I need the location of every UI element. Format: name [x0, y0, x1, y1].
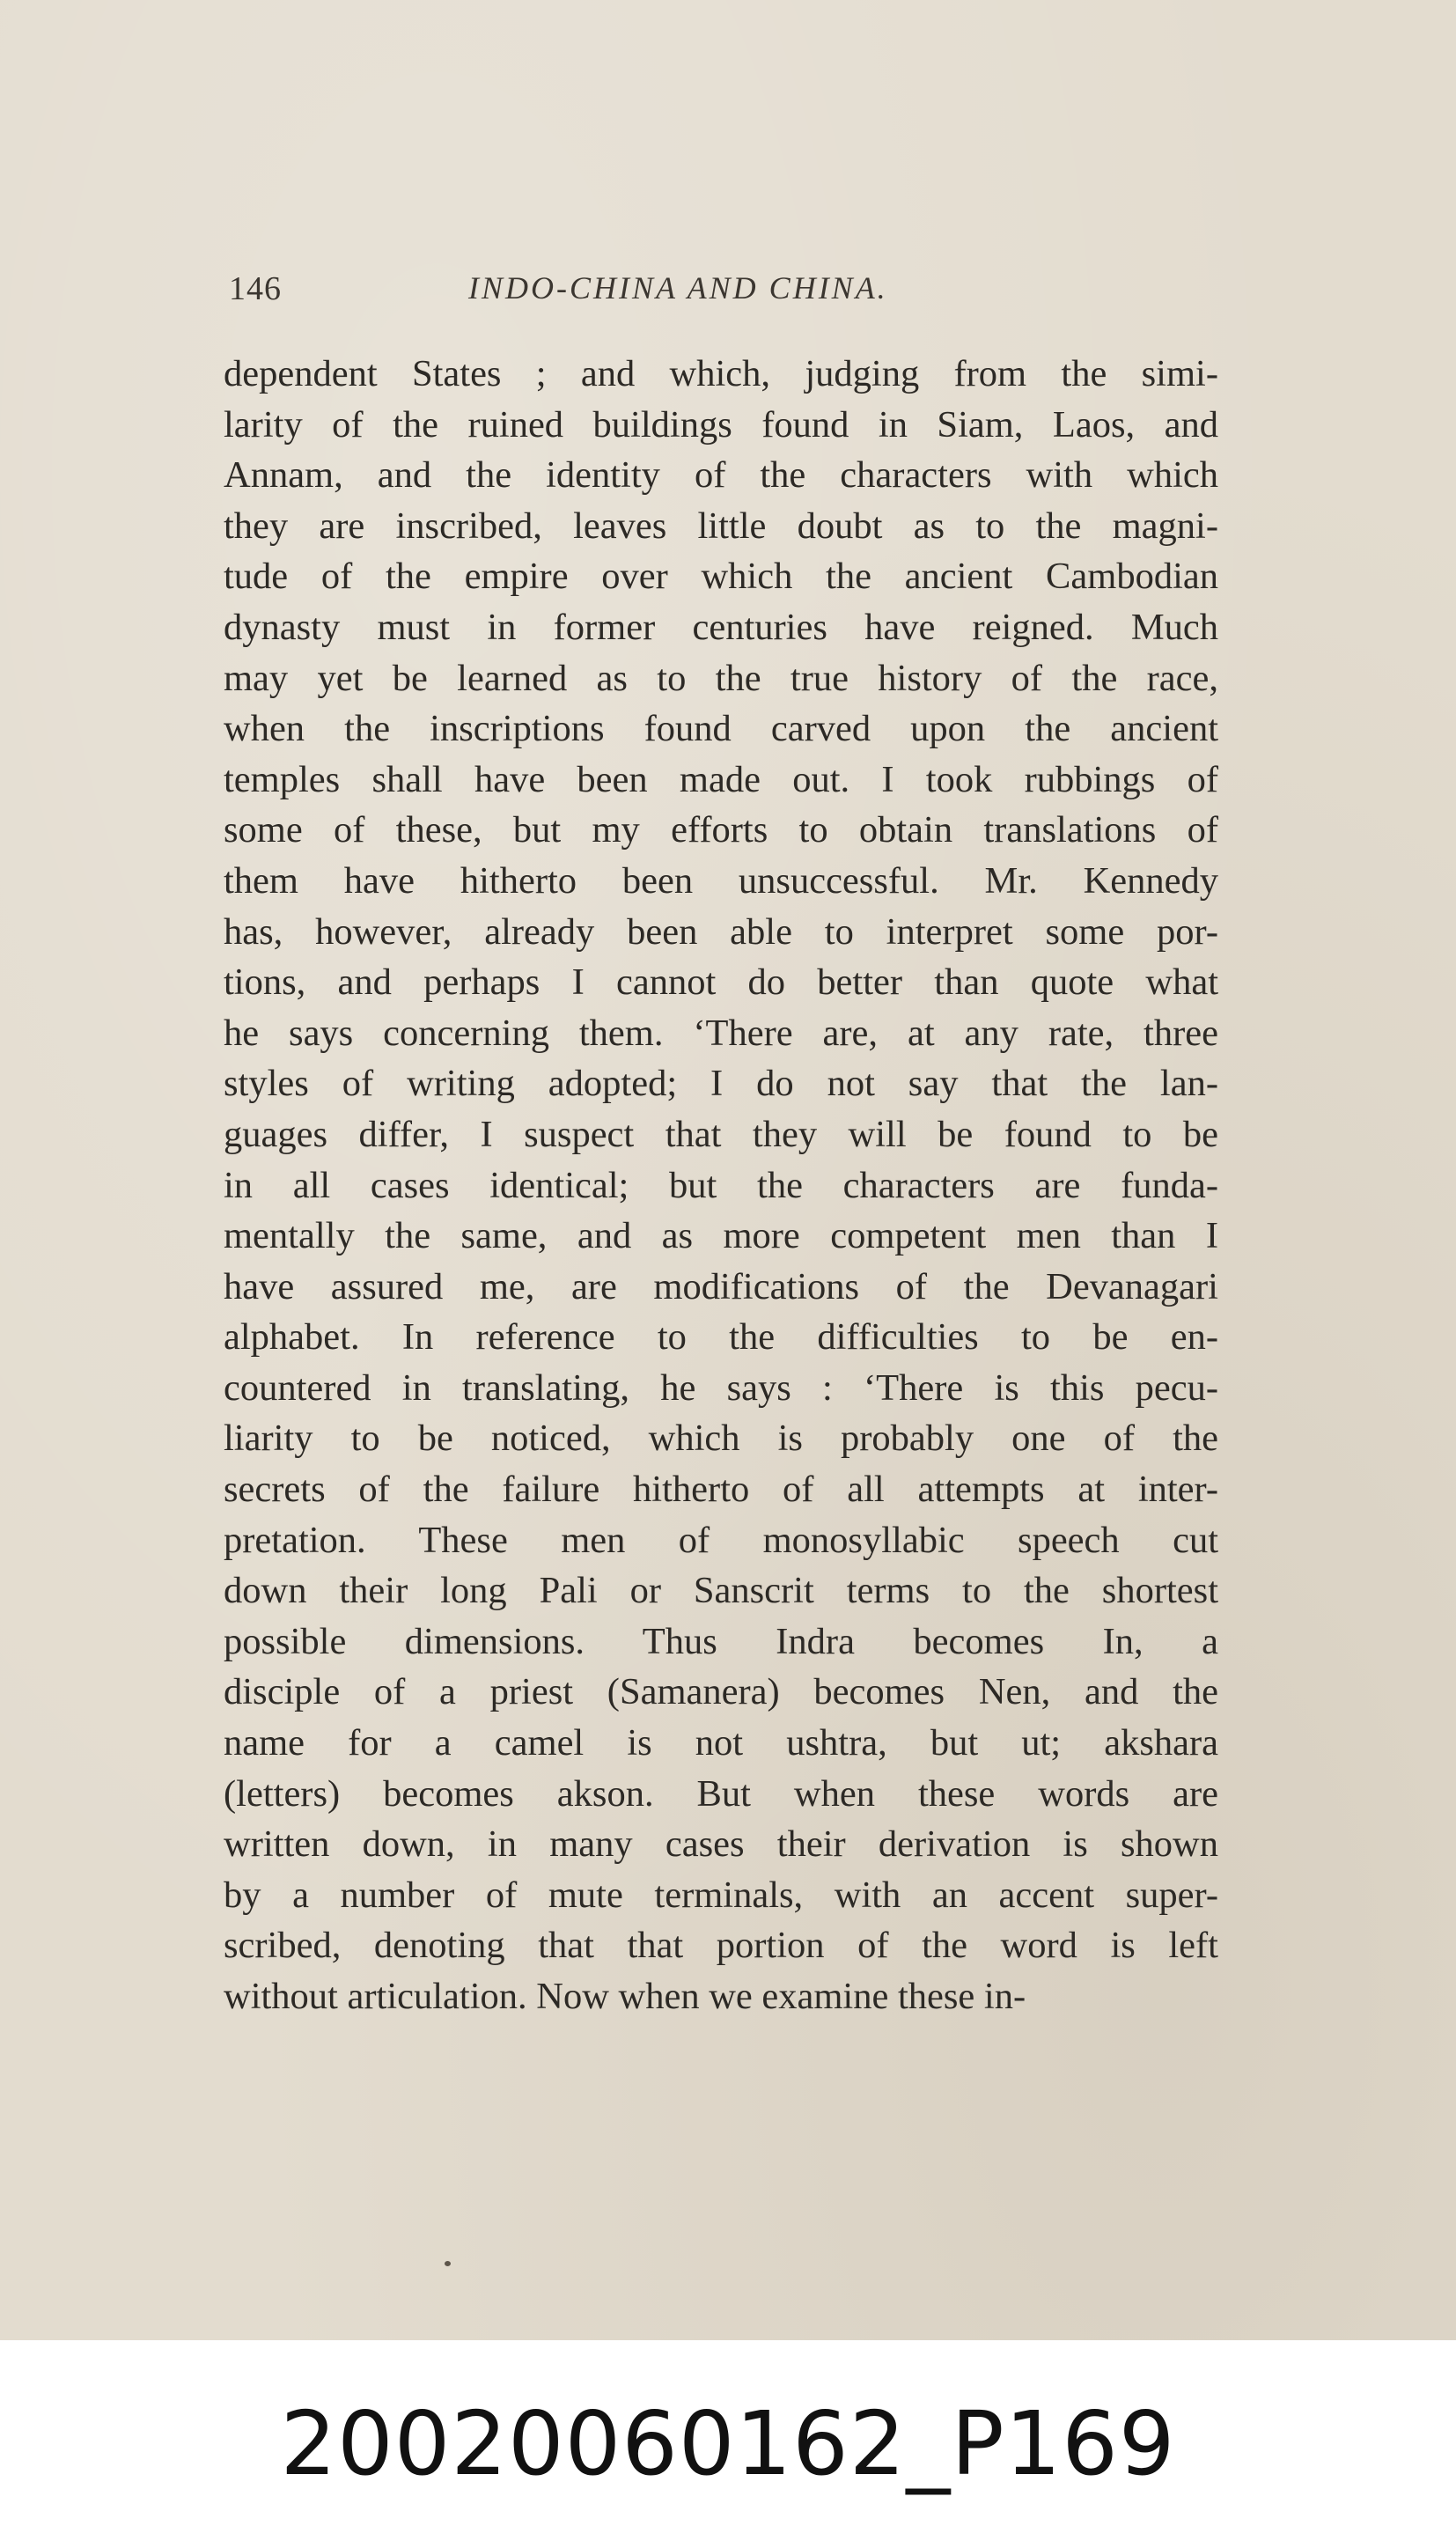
text-line: scribed, denoting that that portion of the word is left [224, 1925, 1218, 1967]
text-line: when the inscriptions found carved upon the ancient [224, 708, 1218, 750]
text-line: temples shall have been made out. I took rubbings of [224, 758, 1218, 800]
text-line: down their long Pali or Sanscrit terms to the shortest [224, 1570, 1218, 1612]
text-line: mentally the same, and as more competent men than I [224, 1215, 1218, 1257]
text-line: he says concerning them. ‘There are, at any rate, three [224, 1012, 1218, 1054]
text-line: disciple of a priest (Samanera) becomes Nen, and the [224, 1671, 1218, 1713]
text-line: liarity to be noticed, which is probably one of the [224, 1418, 1218, 1460]
text-line: have assured me, are modifications of the Devanagari [224, 1265, 1218, 1307]
text-line: styles of writing adopted; I do not say that the lan- [224, 1063, 1218, 1105]
text-line: countered in translating, he says : ‘There is this pecu- [224, 1366, 1218, 1409]
running-head [220, 269, 1224, 319]
text-line: dynasty must in former centuries have reigned. Much [224, 606, 1218, 648]
text-line: larity of the ruined buildings found in Siam, Laos, and [224, 403, 1218, 446]
text-line: name for a camel is not ushtra, but ut; akshara [224, 1722, 1218, 1764]
text-line: dependent States ; and which, judging from the simi- [224, 353, 1218, 394]
page-number: 146 [229, 270, 282, 307]
text-line: guages differ, I suspect that they will be found to be [224, 1113, 1218, 1155]
text-line: tions, and perhaps I cannot do better than quote what [224, 961, 1218, 1004]
text-line: has, however, already been able to interpret some por- [224, 910, 1218, 953]
text-line: Annam, and the identity of the characters with which [224, 454, 1218, 497]
text-line: they are inscribed, leaves little doubt as to the magni- [224, 504, 1218, 547]
text-line: (letters) becomes akson. But when these words are [224, 1772, 1218, 1815]
body-text [224, 349, 1218, 2022]
text-line: alphabet. In reference to the difficulties to be en- [224, 1316, 1218, 1359]
text-line: written down, in many cases their derivation is shown [224, 1823, 1218, 1866]
text-line: pretation. These men of monosyllabic speech cut [224, 1519, 1218, 1561]
running-title: INDO-CHINA AND CHINA. [468, 270, 888, 306]
text-line: some of these, but my efforts to obtain translations of [224, 809, 1218, 851]
text-line: possible dimensions. Thus Indra becomes In, a [224, 1620, 1218, 1662]
paper-speck [445, 2261, 451, 2266]
scan-identifier-label: 20020060162_P169 [0, 2340, 1456, 2548]
text-line: in all cases identical; but the characters are funda- [224, 1164, 1218, 1206]
text-line: by a number of mute terminals, with an accent super- [224, 1874, 1218, 1916]
text-line: may yet be learned as to the true history of the race, [224, 657, 1218, 699]
text-line: without articulation. Now when we examine these in- [224, 1976, 1026, 2017]
text-line: secrets of the failure hitherto of all attempts at inter- [224, 1469, 1218, 1511]
text-line: tude of the empire over which the ancient Cambodian [224, 556, 1218, 598]
text-line: them have hitherto been unsuccessful. Mr. Kennedy [224, 859, 1218, 902]
